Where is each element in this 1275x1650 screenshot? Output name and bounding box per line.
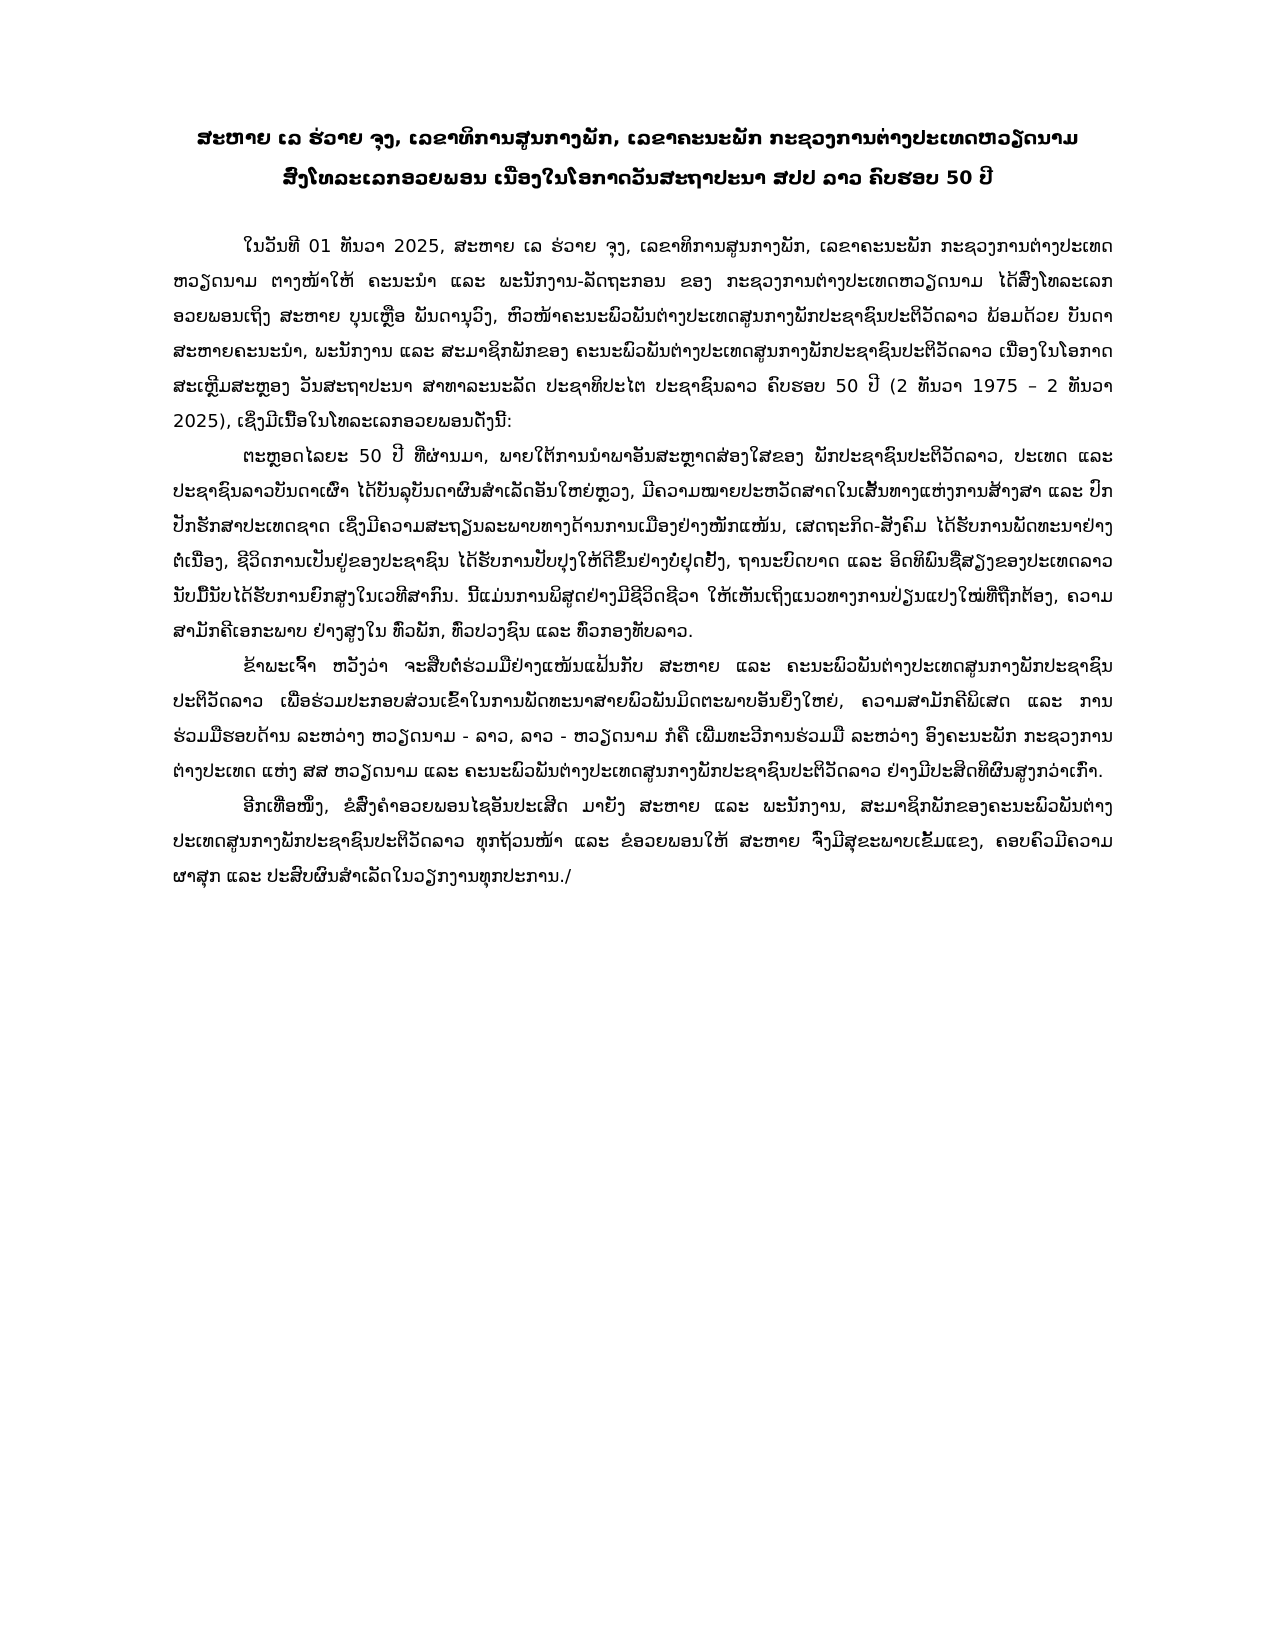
title-line-1: ສະຫາຍ ເລ ຮ່ວາຍ ຈຸງ, ເລຂາທິການສູນກາງພັກ, ເລຂາຄະນະພັກ ກະຊວງການຕ່າງປະເທດຫວຽດນາມ (196, 127, 1079, 149)
document-body (173, 229, 1113, 894)
paragraph-closing-wishes: ອີກເທື່ອໜຶ່ງ, ຂໍສົ່ງຄຳອວຍພອນໄຊອັນປະເສີດ ມາຍັງ ສະຫາຍ ແລະ ພະນັກງານ, ສະມາຊິກພັກຂອງຄະນະພົວພັນຕ່າງປະເທດສູນກາງພັກປະຊາຊົນປະຕິວັດລາວ ທຸກຖ້ວນໜ້າ ແລະ ຂໍອວຍພອນໃຫ້ ສະຫາຍ ຈົ່ງມີສຸຂະພາບເຂັ້ມແຂງ, ຄອບຄົວມີຄວາມຜາສຸກ ແລະ ປະສົບຜົນສຳເລັດໃນວຽກງານທຸກປະການ./ (173, 796, 1113, 887)
paragraph-achievements: ຕະຫຼອດໄລຍະ 50 ປີ ທີ່ຜ່ານມາ, ພາຍໃຕ້ການນຳພາອັນສະຫຼາດສ່ອງໃສຂອງ ພັກປະຊາຊົນປະຕິວັດລາວ, ປະເທດ ແລະ ປະຊາຊົນລາວບັນດາເຜົ່າ ໄດ້ບັນລຸບັນດາຜົນສຳເລັດອັນໃຫຍ່ຫຼວງ, ມີຄວາມໝາຍປະຫວັດສາດໃນເສັ້ນທາງແຫ່ງການສ້າງສາ ແລະ ປົກປັກຮັກສາປະເທດຊາດ ເຊິ່ງມີຄວາມສະຖຽນລະພາບທາງດ້ານການເມືອງຢ່າງໜັກແໜ້ນ, ເສດຖະກິດ-ສັງຄົມ ໄດ້ຮັບການພັດທະນາຢ່າງຕໍ່ເນື່ອງ, ຊີວິດການເປັນຢູ່ຂອງປະຊາຊົນ ໄດ້ຮັບການປັບປຸງໃຫ້ດີຂຶ້ນຢ່າງບໍ່ຢຸດຢັ້ງ, ຖານະບົດບາດ ແລະ ອິດທິພົນຊື່ສຽງຂອງປະເທດລາວ ນັບມື້ນັບໄດ້ຮັບການຍົກສູງໃນເວທີສາກົນ. ນີ້ແມ່ນການພິສູດຢ່າງມີຊີວິດຊີວາ ໃຫ້ເຫັນເຖິງແນວທາງການປ່ຽນແປງໃໝ່ທີ່ຖືກຕ້ອງ, ຄວາມສາມັກຄີເອກະພາບ ຢ່າງສູງໃນ ທົ່ວພັກ, ທົ່ວປວງຊົນ ແລະ ທົ່ວກອງທັບລາວ. (173, 446, 1113, 642)
paragraph-cooperation: ຂ້າພະເຈົ້າ ຫວັງວ່າ ຈະສືບຕໍ່ຮ່ວມມືຢ່າງແໜ້ນແຟ້ນກັບ ສະຫາຍ ແລະ ຄະນະພົວພັນຕ່າງປະເທດສູນກາງພັກປະຊາຊົນປະຕິວັດລາວ ເພື່ອຮ່ວມປະກອບສ່ວນເຂົ້າໃນການພັດທະນາສາຍພົວພັນມິດຕະພາບອັນຍິ່ງໃຫຍ່, ຄວາມສາມັກຄີພິເສດ ແລະ ການຮ່ວມມືຮອບດ້ານ ລະຫວ່າງ ຫວຽດນາມ - ລາວ, ລາວ - ຫວຽດນາມ ກໍຄື ເພີ່ມທະວີການຮ່ວມມື ລະຫວ່າງ ອົງຄະນະພັກ ກະຊວງການຕ່າງປະເທດ ແຫ່ງ ສສ ຫວຽດນາມ ແລະ ຄະນະພົວພັນຕ່າງປະເທດສູນກາງພັກປະຊາຊົນປະຕິວັດລາວ ຢ່າງມີປະສິດທິຜົນສູງກວ່າເກົ່າ. (173, 656, 1113, 782)
document-title (150, 118, 1125, 198)
paragraph-intro: ໃນວັນທີ 01 ທັນວາ 2025, ສະຫາຍ ເລ ຮ່ວາຍ ຈຸງ, ເລຂາທິການສູນກາງພັກ, ເລຂາຄະນະພັກ ກະຊວງການຕ່າງປະເທດຫວຽດນາມ ຕາງໜ້າໃຫ້ ຄະນະນຳ ແລະ ພະນັກງານ-ລັດຖະກອນ ຂອງ ກະຊວງການຕ່າງປະເທດຫວຽດນາມ ໄດ້ສົ່ງໂທລະເລກອວຍພອນເຖິງ ສະຫາຍ ບຸນເຫຼືອ ພັນດານຸວົງ, ຫົວໜ້າຄະນະພົວພັນຕ່າງປະເທດສູນກາງພັກປະຊາຊົນປະຕິວັດລາວ ພ້ອມດ້ວຍ ບັນດາສະຫາຍຄະນະນຳ, ພະນັກງານ ແລະ ສະມາຊິກພັກຂອງ ຄະນະພົວພັນຕ່າງປະເທດສູນກາງພັກປະຊາຊົນປະຕິວັດລາວ ເນື່ອງໃນໂອກາດສະເຫຼີມສະຫຼອງ ວັນສະຖາປະນາ ສາທາລະນະລັດ ປະຊາທິປະໄຕ ປະຊາຊົນລາວ ຄົບຮອບ 50 ປີ (2 ທັນວາ 1975 – 2 ທັນວາ 2025), ເຊິ່ງມີເນື້ອໃນໂທລະເລກອວຍພອນດັ່ງນີ້: (173, 236, 1113, 432)
title-line-2: ສົ່ງໂທລະເລກອວຍພອນ ເນື່ອງໃນໂອກາດວັນສະຖາປະນາ ສປປ ລາວ ຄົບຮອບ 50 ປີ (282, 167, 993, 189)
